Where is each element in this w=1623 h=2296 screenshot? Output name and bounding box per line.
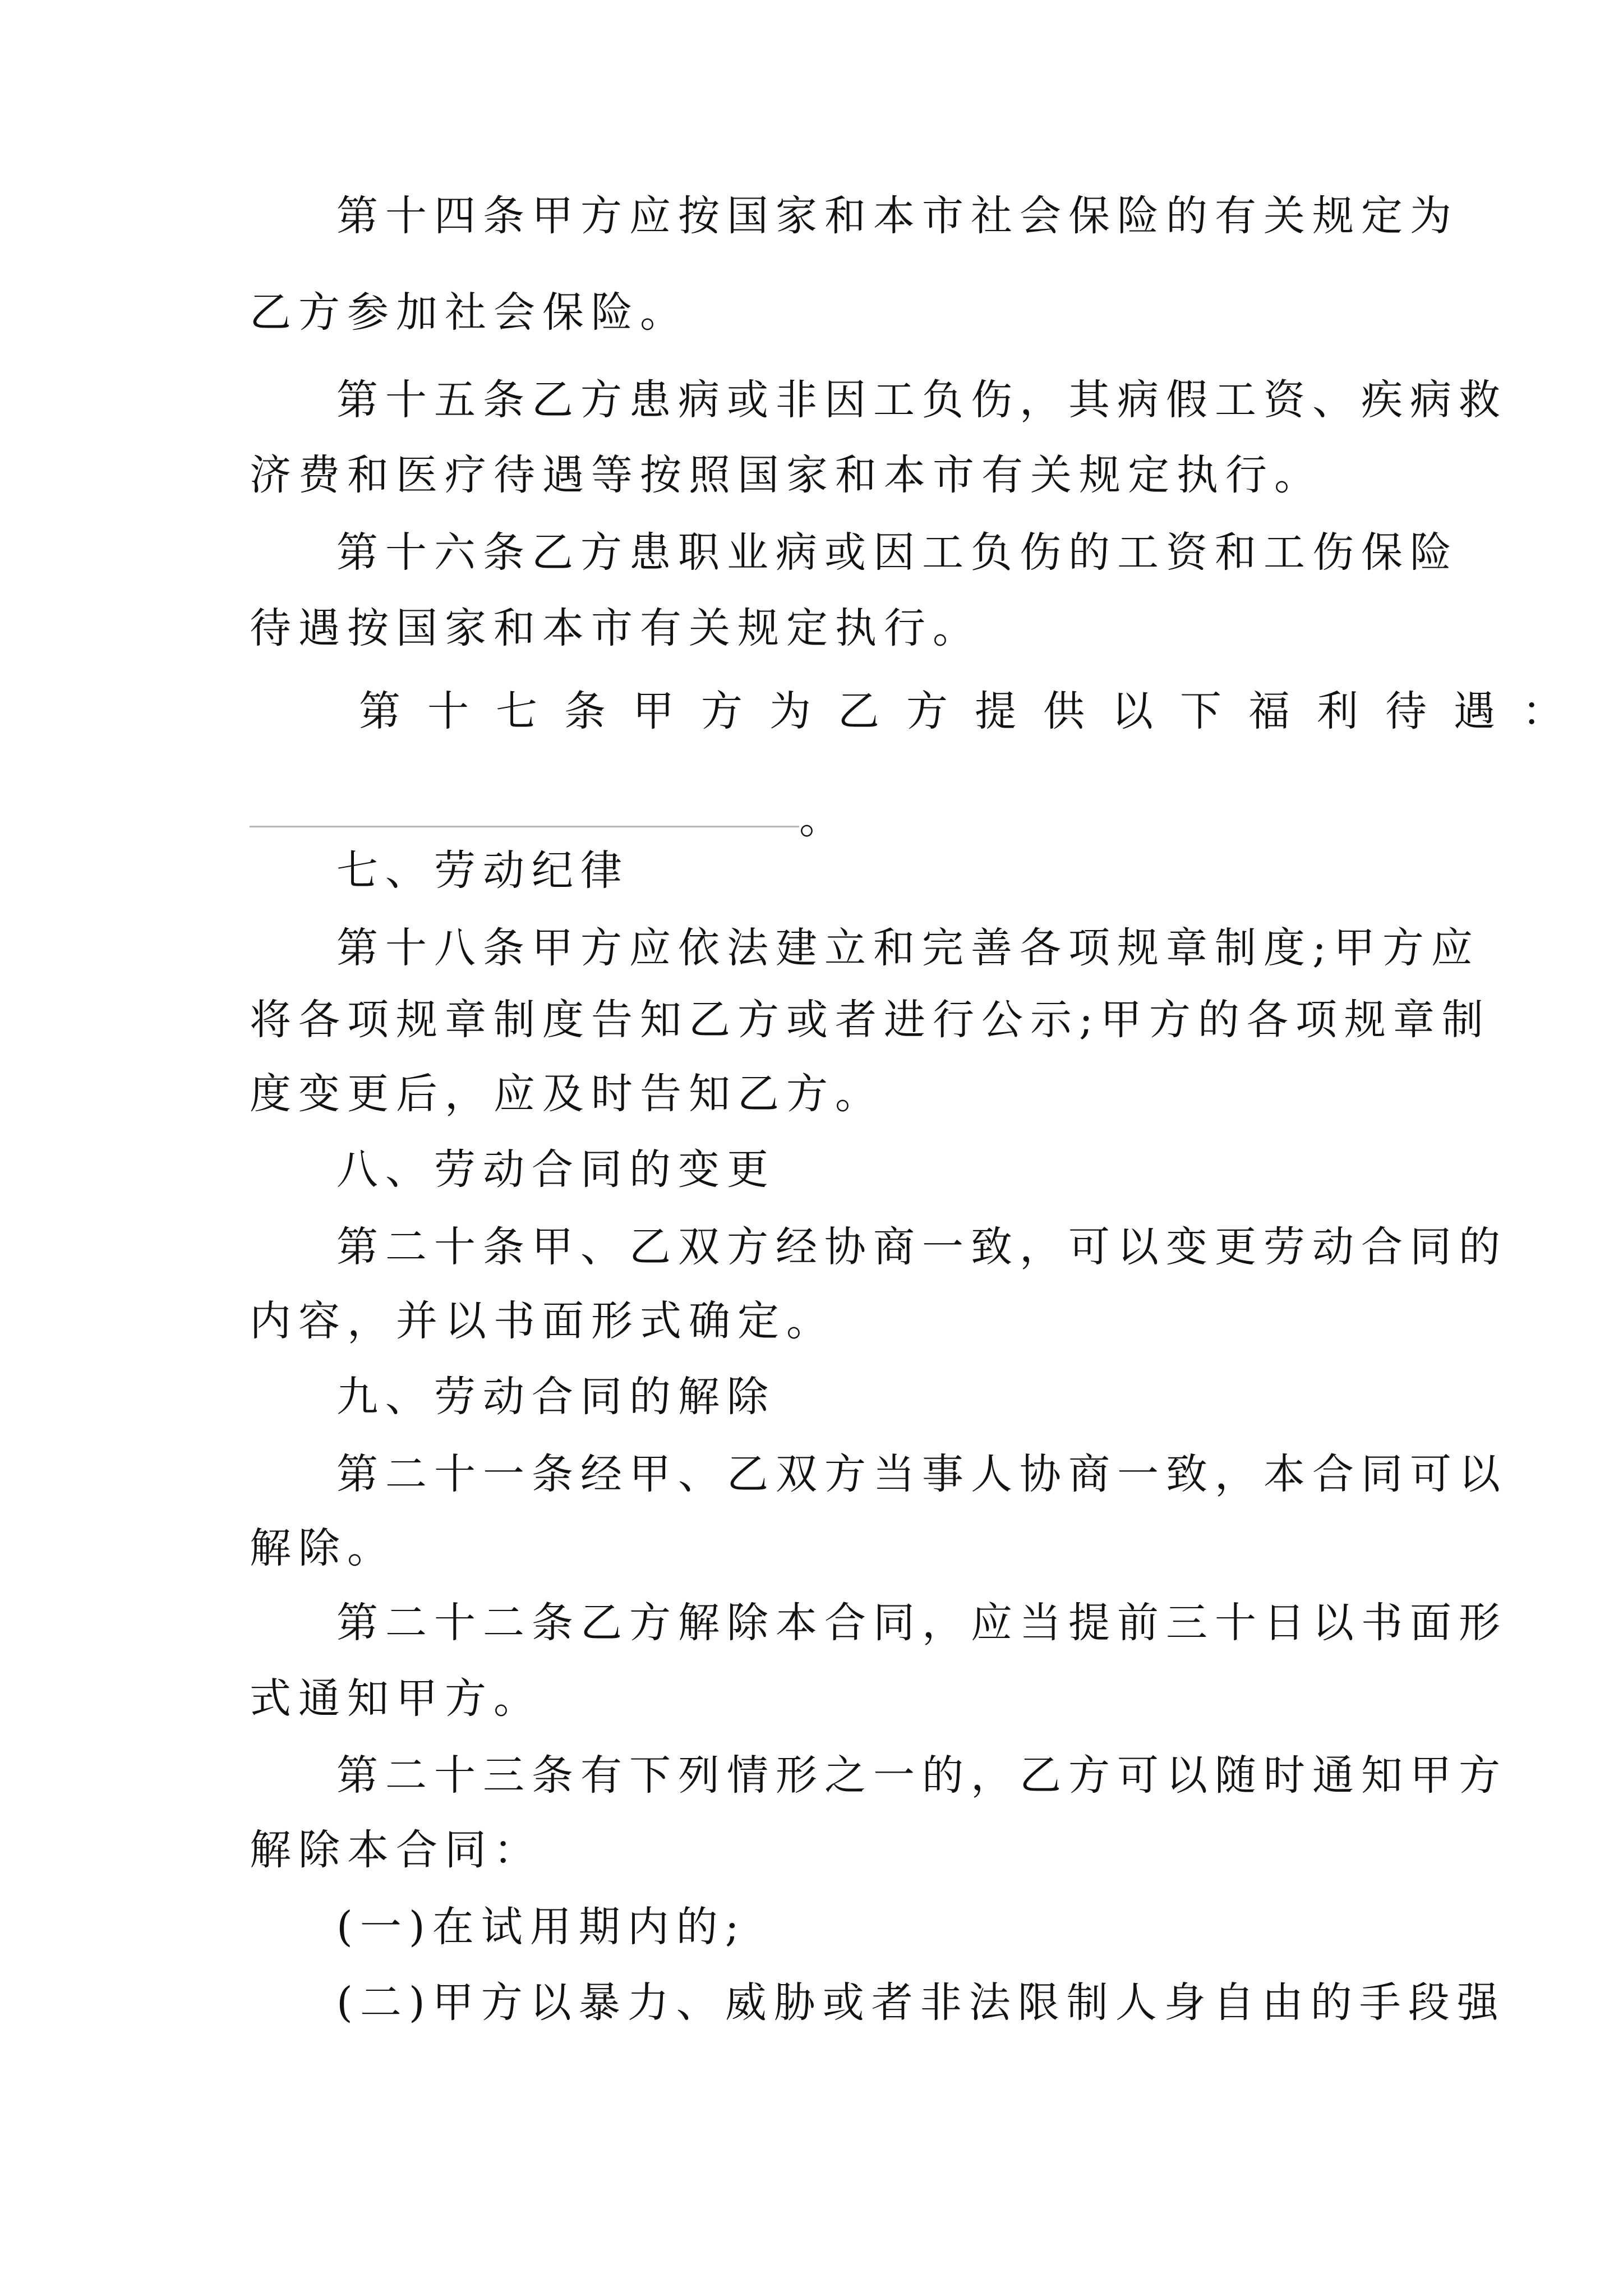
section-heading-change: 八、劳动合同的变更 (336, 1145, 776, 1194)
text-line-14: 第二十条甲、乙双方经协商一致，可以变更劳动合同的 (336, 1223, 1507, 1271)
text-line-15: 内容，并以书面形式确定。 (250, 1297, 835, 1345)
text-line-7: 第十七条甲方为乙方提供以下福利待遇： (359, 687, 1590, 735)
text-line-5: 第十六条乙方患职业病或因工负伤的工资和工伤保险 (336, 528, 1459, 577)
text-line-1: 第十四条甲方应按国家和本市社会保险的有关规定为 (336, 192, 1459, 240)
text-line-11: 将各项规章制度告知乙方或者进行公示;甲方的各项规章制 (250, 996, 1491, 1044)
text-line-3: 第十五条乙方患病或非因工负伤，其病假工资、疾病救 (336, 376, 1507, 424)
text-line-18: 解除。 (250, 1524, 396, 1572)
list-item-1: (一)在试用期内的; (336, 1903, 746, 1951)
section-heading-termination: 九、劳动合同的解除 (336, 1373, 776, 1421)
welfare-blank (250, 791, 848, 847)
text-line-4: 济费和医疗待遇等按照国家和本市有关规定执行。 (250, 451, 1323, 499)
text-line-22: 解除本合同： (250, 1826, 542, 1874)
blank-underline (250, 791, 799, 827)
text-line-19: 第二十二条乙方解除本合同，应当提前三十日以书面形 (336, 1599, 1507, 1647)
text-line-8: 。 (799, 795, 848, 843)
list-item-2: (二)甲方以暴力、威胁或者非法限制人身自由的手段强 (336, 1978, 1506, 2027)
section-heading-discipline: 七、劳动纪律 (336, 846, 629, 895)
text-line-12: 度变更后，应及时告知乙方。 (250, 1070, 884, 1118)
text-line-2: 乙方参加社会保险。 (250, 288, 689, 337)
text-line-17: 第二十一条经甲、乙双方当事人协商一致，本合同可以 (336, 1450, 1507, 1498)
text-line-20: 式通知甲方。 (250, 1674, 542, 1723)
text-line-6: 待遇按国家和本市有关规定执行。 (250, 604, 981, 652)
text-line-10: 第十八条甲方应依法建立和完善各项规章制度;甲方应 (336, 924, 1480, 972)
text-line-21: 第二十三条有下列情形之一的，乙方可以随时通知甲方 (336, 1751, 1507, 1800)
